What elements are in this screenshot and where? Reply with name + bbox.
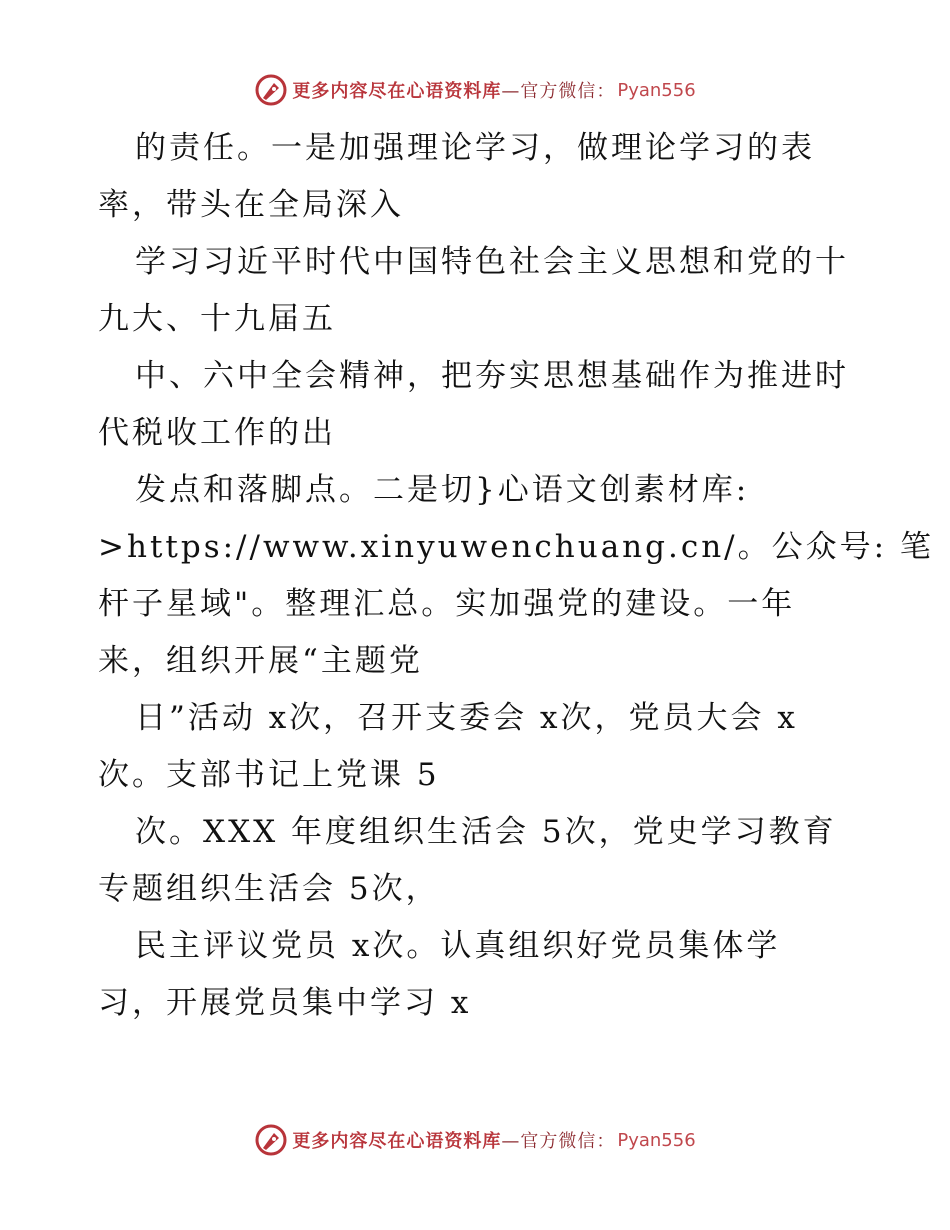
banner-wechat-id: Pyan556 — [617, 79, 696, 101]
document-body — [98, 120, 934, 1032]
body-text-line: 次。XXX 年度组织生活会 5次，党史学习教育 — [135, 814, 837, 850]
body-text-line: 代税收工作的出 — [98, 415, 336, 451]
body-text-line: 习，开展党员集中学习 x — [98, 985, 472, 1021]
banner-main-text: 更多内容尽在心语资料库 — [292, 1131, 502, 1152]
banner-sub-text: —官方微信： — [501, 81, 616, 102]
body-text-line: 专题组织生活会 5次， — [98, 871, 440, 907]
body-text-line: 来，组织开展“主题党 — [98, 643, 423, 679]
body-text-line: 次。支部书记上党课 5 — [98, 757, 440, 793]
banner-wechat-id: Pyan556 — [617, 1129, 696, 1151]
body-text-line: 杆子星域"。整理汇总。实加强党的建设。一年 — [98, 586, 796, 622]
body-text-line: 发点和落脚点。二是切}心语文创素材库: — [135, 472, 750, 508]
banner-main-text: 更多内容尽在心语资料库 — [292, 81, 502, 102]
footer-banner — [0, 1118, 950, 1162]
body-text-line: 民主评议党员 x次。认真组织好党员集体学 — [135, 928, 781, 964]
body-text-line: 的责任。一是加强理论学习，做理论学习的表 — [135, 130, 815, 166]
body-text-line: >https://www.xinyuwenchuang.cn/。公众号: 笔 — [98, 529, 934, 565]
pen-nib-logo-icon — [254, 73, 288, 107]
body-text-line: 日”活动 x次，召开支委会 x次，党员大会 x — [135, 700, 798, 736]
body-text-line: 中、六中全会精神，把夯实思想基础作为推进时 — [135, 358, 849, 394]
body-text-line: 率，带头在全局深入 — [98, 187, 404, 223]
body-text-line: 九大、十九届五 — [98, 301, 336, 337]
body-text-line: 学习习近平时代中国特色社会主义思想和党的十 — [135, 244, 849, 280]
header-banner — [0, 68, 950, 112]
pen-nib-logo-icon — [254, 1123, 288, 1157]
banner-sub-text: —官方微信： — [501, 1131, 616, 1152]
